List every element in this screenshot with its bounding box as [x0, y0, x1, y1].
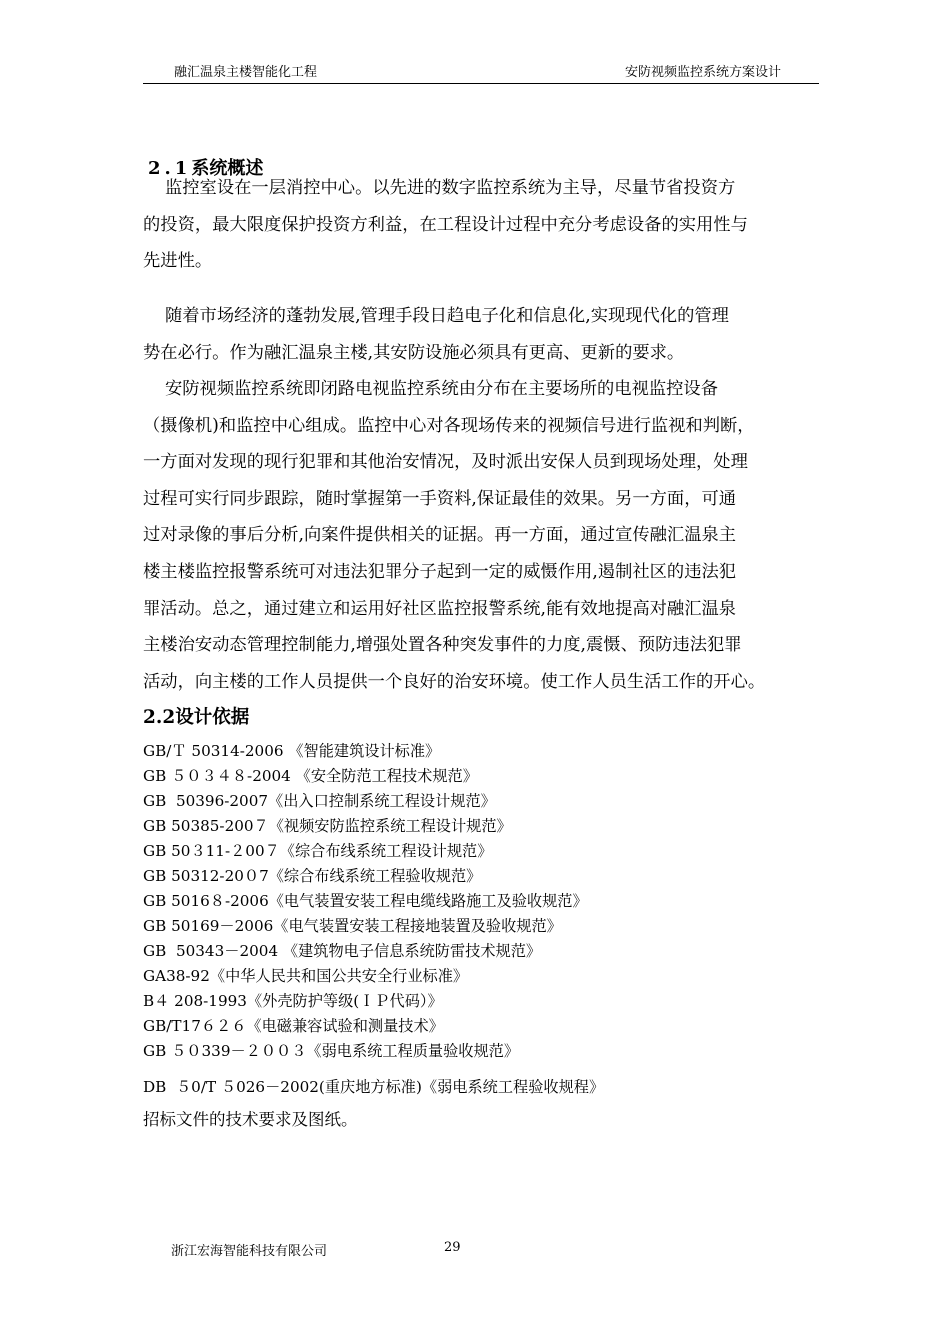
- paragraph-line: 监控室设在一层消控中心。以先进的数字监控系统为主导，尽量节省投资方: [143, 178, 736, 198]
- paragraph-line: 的投资，最大限度保护投资方利益，在工程设计过程中充分考虑设备的实用性与: [143, 214, 748, 235]
- paragraph-line: 势在必行。作为融汇温泉主楼,其安防设施必须具有更高、更新的要求。: [143, 342, 685, 363]
- reference-item: GB ５０339－２００３《弱电系统工程质量验收规范》: [143, 1042, 520, 1060]
- paragraph-line: （摄像机)和监控中心组成。监控中心对各现场传来的视频信号进行监视和判断，: [143, 415, 755, 436]
- header-project-name: 融汇温泉主楼智能化工程: [174, 65, 318, 80]
- section-title: 系统概述: [191, 158, 264, 179]
- paragraph-line: 罪活动。总之，通过建立和运用好社区监控报警系统,能有效地提高对融汇温泉: [143, 598, 737, 619]
- reference-item: B４ 208-1993《外壳防护等级(ＩＰ代码）》: [143, 992, 443, 1010]
- paragraph-line: 先进性。: [143, 251, 213, 272]
- section-number: 2.2: [143, 707, 176, 728]
- paragraph-line: 主楼治安动态管理控制能力,增强处置各种突发事件的力度,震慑、预防违法犯罪: [143, 635, 742, 656]
- reference-item: GB 50169－2006《电气装置安装工程接地装置及验收规范》: [143, 917, 562, 935]
- paragraph-line: 楼主楼监控报警系统可对违法犯罪分子起到一定的威慑作用,遏制社区的违法犯: [143, 561, 737, 582]
- paragraph-line: 过程可实行同步跟踪，随时掌握第一手资料,保证最佳的效果。另一方面，可通: [143, 488, 737, 509]
- reference-item: GA38-92《中华人民共和国公共安全行业标准》: [143, 967, 469, 985]
- paragraph-cctv-system: [143, 371, 823, 700]
- reference-item: GB/T17６２６《电磁兼容试验和测量技术》: [143, 1017, 444, 1035]
- paragraph-monitoring-room: [143, 170, 823, 280]
- section-title: 设计依据: [175, 707, 250, 728]
- reference-item: GB 50385-200７《视频安防监控系统工程设计规范》: [143, 817, 512, 835]
- paragraph-line: 一方面对发现的现行犯罪和其他治安情况，及时派出安保人员到现场处理，处理: [143, 452, 748, 473]
- reference-item: GB 50396-2007《出入口控制系统工程设计规范》: [143, 792, 496, 810]
- paragraph-market-development: [143, 298, 823, 371]
- reference-item: GB 50３11-２00７《综合布线系统工程设计规范》: [143, 842, 493, 860]
- reference-item: GB/Ｔ 50314-2006 《智能建筑设计标准》: [143, 742, 441, 760]
- reference-item: DB ５0/T ５026－2002(重庆地方标准)《弱电系统工程验收规程》: [143, 1078, 605, 1096]
- reference-item: GB 50343－2004 《建筑物电子信息系统防雷技术规范》: [143, 942, 542, 960]
- section-number: 2.1: [148, 158, 192, 179]
- closing-line: 招标文件的技术要求及图纸。: [143, 1110, 358, 1129]
- reference-item: GB 50312-20０7《综合布线系统工程验收规范》: [143, 867, 482, 885]
- paragraph-line: 随着市场经济的蓬勃发展,管理手段日趋电子化和信息化,实现现代化的管理: [143, 306, 729, 326]
- running-header: [143, 66, 819, 84]
- paragraph-line: 安防视频监控系统即闭路电视监控系统由分布在主要场所的电视监控设备: [143, 379, 718, 399]
- section-heading-design-basis: [143, 705, 249, 731]
- footer-company-name: 浙江宏海智能科技有限公司: [171, 1244, 328, 1259]
- header-document-title: 安防视频监控系统方案设计: [624, 65, 781, 80]
- reference-item: GB ５０３４８-2004 《安全防范工程技术规范》: [143, 767, 478, 785]
- reference-list: [143, 741, 605, 1096]
- page-number: 29: [444, 1240, 461, 1255]
- reference-item: GB 5016８-2006《电气装置安装工程电缆线路施工及验收规范》: [143, 892, 588, 910]
- paragraph-line: 活动，向主楼的工作人员提供一个良好的治安环境。使工作人员生活工作的开心。: [143, 671, 766, 692]
- paragraph-line: 过对录像的事后分析,向案件提供相关的证据。再一方面，通过宣传融汇温泉主: [143, 525, 737, 546]
